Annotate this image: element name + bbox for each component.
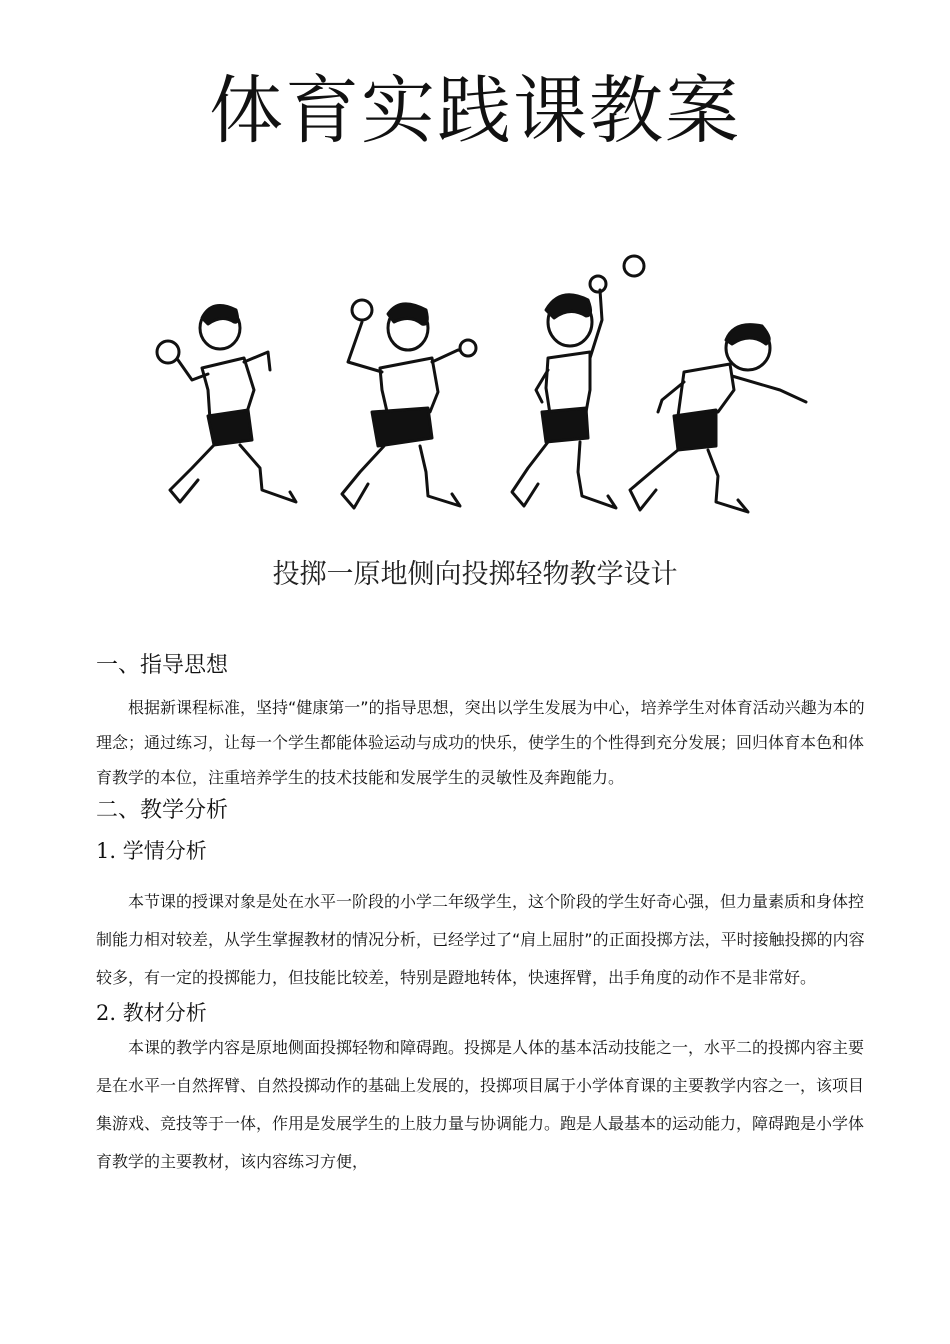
throwing-sequence-illustration [150,240,830,540]
paragraph-student-analysis: 本节课的授课对象是处在水平一阶段的小学二年级学生，这个阶段的学生好奇心强，但力量素质和身体控制能力相对较差，从学生掌握教材的情况分析，已经学过了“肩上屈肘”的正面投掷方法，平时接触投掷的内容较多，有一定的投掷能力，但技能比较差，特别是蹬地转体，快速挥臂，出手角度的动作不是非常好。 [96,892,865,987]
figure-4 [630,325,806,512]
figure-3 [512,256,644,508]
subheading-student-analysis: 1. 学情分析 [96,839,207,863]
document-body [96,650,866,1181]
page-subtitle: 投掷一原地侧向投掷轻物教学设计 [272,559,678,590]
section-paragraph-guiding-ideology: 根据新课程标准，坚持“健康第一”的指导思想，突出以学生发展为中心，培养学生对体育活动兴趣为本的理念；通过练习，让每一个学生都能体验运动与成功的快乐，使学生的个性得到充分发展；回归体育本色和体育教学的本位，注重培养学生的技术技能和发展学生的灵敏性及奔跑能力。 [96,698,865,787]
section-heading-teaching-analysis: 二、教学分析 [96,798,229,823]
section-heading-guiding-ideology: 一、指导思想 [96,653,229,678]
page-title: 体育实践课教案 [209,68,741,154]
subheading-material-analysis: 2. 教材分析 [96,1001,207,1025]
figure-1 [157,306,296,503]
paragraph-material-analysis: 本课的教学内容是原地侧面投掷轻物和障碍跑。投掷是人体的基本活动技能之一，水平二的投掷内容主要是在水平一自然挥臂、自然投掷动作的基础上发展的，投掷项目属于小学体育课的主要教学内容之一，该项目集游戏、竞技等于一体，作用是发展学生的上肢力量与协调能力。跑是人最基本的运动能力，障碍跑是小学体育教学的主要教材，该内容练习方便， [96,1038,865,1171]
figure-2 [342,300,476,508]
